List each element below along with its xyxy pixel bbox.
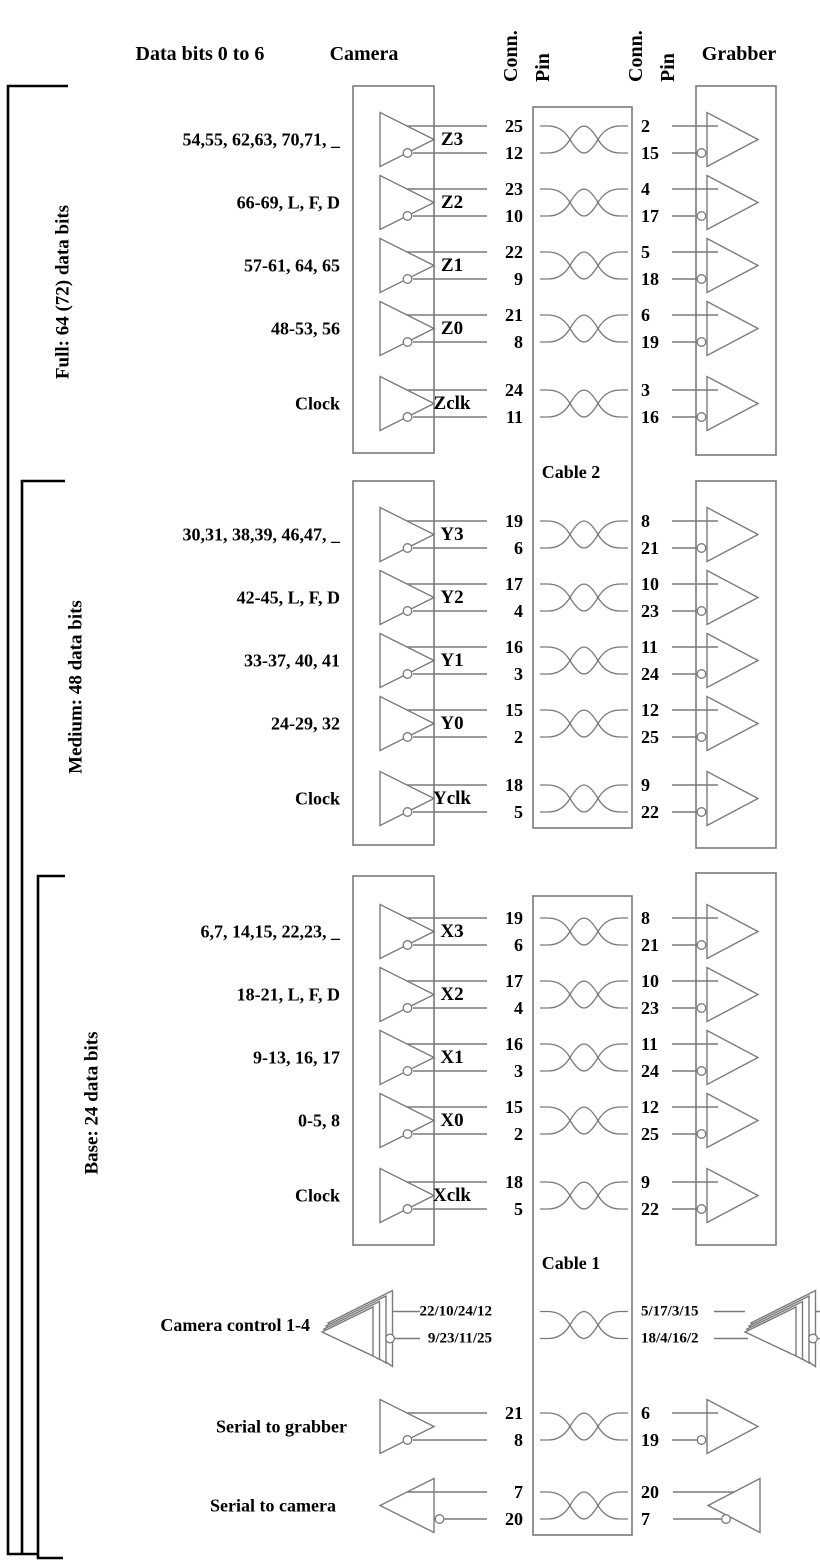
camera-pin-negative: 6 bbox=[514, 935, 523, 955]
twisted-pair-icon bbox=[540, 647, 628, 674]
column-header-conn-grabber: Conn. bbox=[625, 30, 647, 82]
signal-label: Z3 bbox=[440, 129, 464, 150]
inverter-bubble-icon bbox=[403, 1436, 412, 1445]
twisted-pair-icon bbox=[540, 1312, 628, 1339]
grabber-pin-negative: 19 bbox=[641, 332, 659, 352]
row-label: 6,7, 14,15, 22,23, _ bbox=[200, 921, 340, 942]
driver-triangle-icon bbox=[380, 772, 434, 826]
grabber-pin-negative: 16 bbox=[641, 407, 659, 427]
camera-pin-negative: 8 bbox=[514, 332, 523, 352]
inverter-bubble-icon bbox=[403, 1205, 412, 1214]
receiver-triangle-icon bbox=[707, 239, 758, 293]
twisted-pair-icon bbox=[540, 584, 628, 611]
row-label-camera-control: Camera control 1-4 bbox=[160, 1315, 310, 1335]
grabber-pin-positive: 5 bbox=[641, 242, 650, 262]
twisted-pair-icon bbox=[540, 1044, 628, 1071]
camera-pin-positive: 16 bbox=[505, 1034, 523, 1054]
inverter-bubble-icon bbox=[697, 670, 706, 679]
grabber-pin-negative: 21 bbox=[641, 935, 659, 955]
camera-pin-negative: 20 bbox=[505, 1509, 523, 1529]
inverter-bubble-icon bbox=[722, 1515, 731, 1524]
grabber-pin-positive: 10 bbox=[641, 574, 659, 594]
driver-triangle-icon bbox=[380, 239, 434, 293]
signal-label: Z2 bbox=[440, 192, 464, 213]
twisted-pair-icon bbox=[540, 1107, 628, 1134]
receiver-triangle-icon bbox=[707, 571, 758, 625]
inverter-bubble-icon bbox=[697, 607, 706, 616]
grabber-pin-positive: 12 bbox=[641, 700, 659, 720]
grabber-pin-negative: 17 bbox=[641, 206, 659, 226]
row-label: 42-45, L, F, D bbox=[236, 587, 340, 608]
grabber-pin-positive: 10 bbox=[641, 971, 659, 991]
camera-pin-negative: 2 bbox=[514, 1124, 523, 1144]
driver-triangle-icon bbox=[380, 1400, 434, 1454]
inverter-bubble-icon bbox=[403, 670, 412, 679]
twisted-pair-icon bbox=[540, 126, 628, 153]
twisted-pair-icon bbox=[540, 1107, 628, 1134]
twisted-pair-icon bbox=[540, 252, 628, 279]
receiver-triangle-icon bbox=[707, 377, 758, 431]
receiver-triangle-icon bbox=[707, 968, 758, 1022]
twisted-pair-icon bbox=[540, 390, 628, 417]
signal-label: Yclk bbox=[433, 788, 471, 809]
receiver-triangle-icon bbox=[707, 508, 758, 562]
signal-label: Y1 bbox=[440, 650, 464, 671]
grabber-pin-positive: 6 bbox=[641, 1403, 650, 1423]
grabber-box-base bbox=[696, 873, 776, 1245]
grabber-pin-positive: 4 bbox=[641, 179, 650, 199]
camera-pin-positive: 18 bbox=[505, 1172, 523, 1192]
inverter-bubble-icon bbox=[697, 1436, 706, 1445]
inverter-bubble-icon bbox=[697, 1067, 706, 1076]
inverter-bubble-icon bbox=[403, 808, 412, 817]
camera-pin-negative: 12 bbox=[505, 143, 523, 163]
grabber-pin-negative: 22 bbox=[641, 802, 659, 822]
inverter-bubble-icon bbox=[403, 607, 412, 616]
driver-triangle-icon bbox=[380, 571, 434, 625]
bracket-label-medium: Medium: 48 data bits bbox=[65, 600, 87, 774]
grabber-pin-negative: 18/4/16/2 bbox=[641, 1330, 699, 1347]
driver-triangle-icon bbox=[380, 176, 434, 230]
row-label: 54,55, 62,63, 70,71, _ bbox=[182, 129, 340, 150]
twisted-pair-icon bbox=[540, 315, 628, 342]
column-header-pin-grabber: Pin bbox=[657, 53, 679, 82]
camera-box-medium bbox=[353, 481, 434, 845]
inverter-bubble-icon bbox=[435, 1515, 444, 1524]
camera-pin-negative: 2 bbox=[514, 727, 523, 747]
camera-pin-negative: 5 bbox=[514, 1199, 523, 1219]
twisted-pair-icon bbox=[540, 521, 628, 548]
camera-pin-positive: 21 bbox=[505, 1403, 523, 1423]
grabber-pin-negative: 7 bbox=[641, 1509, 650, 1529]
grabber-pin-positive: 6 bbox=[641, 305, 650, 325]
twisted-pair-icon bbox=[540, 1312, 628, 1339]
twisted-pair-icon bbox=[540, 521, 628, 548]
inverter-bubble-icon bbox=[403, 413, 412, 422]
driver-triangle-icon bbox=[380, 634, 434, 688]
grabber-pin-positive: 11 bbox=[641, 1034, 659, 1054]
row-label: 48-53, 56 bbox=[271, 318, 340, 339]
receiver-triangle-icon bbox=[707, 1031, 758, 1085]
twisted-pair-icon bbox=[540, 1492, 628, 1519]
grabber-pin-negative: 23 bbox=[641, 601, 659, 621]
driver-triangle-icon bbox=[380, 1031, 434, 1085]
receiver-triangle-icon bbox=[707, 302, 758, 356]
camera-pin-positive: 25 bbox=[505, 116, 523, 136]
twisted-pair-icon bbox=[540, 126, 628, 153]
row-label-serial-to-camera: Serial to camera bbox=[210, 1495, 336, 1516]
camera-pin-positive: 18 bbox=[505, 775, 523, 795]
grabber-pin-positive: 8 bbox=[641, 511, 650, 531]
column-header-data-bits: Data bits 0 to 6 bbox=[135, 43, 265, 65]
camera-pin-positive: 19 bbox=[505, 908, 523, 928]
signal-label: Z1 bbox=[440, 255, 464, 276]
receiver-triangle-icon bbox=[707, 634, 758, 688]
twisted-pair-icon bbox=[540, 1182, 628, 1209]
grabber-pin-positive: 11 bbox=[641, 637, 659, 657]
receiver-triangle-icon bbox=[707, 1400, 758, 1454]
camera-pin-negative: 4 bbox=[514, 998, 523, 1018]
inverter-bubble-icon bbox=[403, 212, 412, 221]
inverter-bubble-icon bbox=[403, 149, 412, 158]
camera-pin-negative: 10 bbox=[505, 206, 523, 226]
twisted-pair-icon bbox=[540, 981, 628, 1008]
grabber-pin-positive: 9 bbox=[641, 775, 650, 795]
twisted-pair-icon bbox=[540, 189, 628, 216]
grabber-pin-positive: 20 bbox=[641, 1482, 659, 1502]
camera-pin-negative: 3 bbox=[514, 664, 523, 684]
receiver-triangle-icon bbox=[380, 1479, 434, 1533]
camera-pin-negative: 3 bbox=[514, 1061, 523, 1081]
twisted-pair-icon bbox=[540, 189, 628, 216]
row-label: Clock bbox=[295, 1185, 340, 1206]
column-header-camera: Camera bbox=[329, 43, 399, 65]
driver-triangle-icon bbox=[380, 1169, 434, 1223]
inverter-bubble-icon bbox=[697, 544, 706, 553]
grabber-pin-negative: 24 bbox=[641, 1061, 659, 1081]
receiver-triangle-icon bbox=[707, 905, 758, 959]
row-label: 9-13, 16, 17 bbox=[253, 1047, 340, 1068]
camera-pin-negative: 5 bbox=[514, 802, 523, 822]
column-header-grabber: Grabber bbox=[701, 43, 777, 65]
camera-pin-positive: 22/10/24/12 bbox=[419, 1303, 492, 1320]
inverter-bubble-icon bbox=[697, 1205, 706, 1214]
signal-label: Zclk bbox=[433, 393, 471, 414]
twisted-pair-icon bbox=[540, 710, 628, 737]
inverter-bubble-icon bbox=[697, 1004, 706, 1013]
grabber-pin-negative: 18 bbox=[641, 269, 659, 289]
twisted-pair-icon bbox=[540, 1492, 628, 1519]
twisted-pair-icon bbox=[540, 1413, 628, 1440]
row-label: 24-29, 32 bbox=[271, 713, 340, 734]
camera-pin-positive: 17 bbox=[505, 574, 523, 594]
signal-label: X3 bbox=[440, 921, 464, 942]
row-label: 30,31, 38,39, 46,47, _ bbox=[182, 524, 340, 545]
signal-label: Y2 bbox=[440, 587, 464, 608]
grabber-pin-positive: 8 bbox=[641, 908, 650, 928]
bracket-base bbox=[38, 876, 65, 1558]
inverter-bubble-icon bbox=[697, 413, 706, 422]
receiver-triangle-icon bbox=[707, 113, 758, 167]
camera-pin-positive: 23 bbox=[505, 179, 523, 199]
twisted-pair-icon bbox=[540, 918, 628, 945]
row-label-serial-to-grabber: Serial to grabber bbox=[216, 1416, 347, 1437]
row-label: 0-5, 8 bbox=[298, 1110, 340, 1131]
camera-pin-positive: 24 bbox=[505, 380, 523, 400]
inverter-bubble-icon bbox=[403, 544, 412, 553]
driver-triangle-icon bbox=[380, 302, 434, 356]
twisted-pair-icon bbox=[540, 584, 628, 611]
grabber-pin-positive: 12 bbox=[641, 1097, 659, 1117]
grabber-pin-negative: 15 bbox=[641, 143, 659, 163]
signal-label: Y3 bbox=[440, 524, 464, 545]
twisted-pair-icon bbox=[540, 1413, 628, 1440]
camera-pin-negative: 4 bbox=[514, 601, 523, 621]
bracket-medium bbox=[22, 481, 65, 1554]
twisted-pair-icon bbox=[540, 1044, 628, 1071]
inverter-bubble-icon bbox=[386, 1334, 395, 1343]
driver-triangle-icon bbox=[380, 697, 434, 751]
inverter-bubble-icon bbox=[403, 1067, 412, 1076]
driver-triangle-icon bbox=[380, 113, 434, 167]
row-label: Clock bbox=[295, 393, 340, 414]
grabber-pin-negative: 24 bbox=[641, 664, 659, 684]
camera-pin-negative: 8 bbox=[514, 1430, 523, 1450]
column-header-conn-camera: Conn. bbox=[500, 30, 522, 82]
camera-pin-positive: 17 bbox=[505, 971, 523, 991]
inverter-bubble-icon bbox=[809, 1334, 818, 1343]
camera-pin-positive: 22 bbox=[505, 242, 523, 262]
column-header-pin-camera: Pin bbox=[532, 53, 554, 82]
grabber-box-full bbox=[696, 86, 776, 455]
twisted-pair-icon bbox=[540, 647, 628, 674]
camera-pin-positive: 21 bbox=[505, 305, 523, 325]
row-label: 18-21, L, F, D bbox=[236, 984, 340, 1005]
row-label: Clock bbox=[295, 788, 340, 809]
twisted-pair-icon bbox=[540, 785, 628, 812]
inverter-bubble-icon bbox=[697, 941, 706, 950]
cable-1-label: Cable 1 bbox=[541, 1253, 601, 1273]
driver-triangle-icon bbox=[380, 377, 434, 431]
driver-triangle-icon bbox=[380, 508, 434, 562]
inverter-bubble-icon bbox=[697, 149, 706, 158]
camera-pin-negative: 9 bbox=[514, 269, 523, 289]
grabber-pin-negative: 25 bbox=[641, 1124, 659, 1144]
inverter-bubble-icon bbox=[403, 1130, 412, 1139]
camera-pin-positive: 15 bbox=[505, 1097, 523, 1117]
camera-pin-negative: 11 bbox=[505, 407, 523, 427]
inverter-bubble-icon bbox=[697, 733, 706, 742]
grabber-pin-negative: 19 bbox=[641, 1430, 659, 1450]
camera-pin-negative: 9/23/11/25 bbox=[427, 1330, 492, 1347]
twisted-pair-icon bbox=[540, 315, 628, 342]
camera-pin-negative: 6 bbox=[514, 538, 523, 558]
signal-label: X1 bbox=[440, 1047, 464, 1068]
inverter-bubble-icon bbox=[403, 941, 412, 950]
signal-label: Y0 bbox=[440, 713, 464, 734]
driver-triangle-icon bbox=[380, 1094, 434, 1148]
twisted-pair-icon bbox=[540, 981, 628, 1008]
twisted-pair-icon bbox=[540, 252, 628, 279]
inverter-bubble-icon bbox=[403, 733, 412, 742]
inverter-bubble-icon bbox=[403, 338, 412, 347]
signal-label: Xclk bbox=[433, 1185, 471, 1206]
inverter-bubble-icon bbox=[697, 212, 706, 221]
camera-pin-positive: 15 bbox=[505, 700, 523, 720]
receiver-triangle-icon bbox=[707, 772, 758, 826]
grabber-pin-negative: 22 bbox=[641, 1199, 659, 1219]
twisted-pair-icon bbox=[540, 918, 628, 945]
inverter-bubble-icon bbox=[697, 275, 706, 284]
driver-triangle-icon bbox=[380, 905, 434, 959]
camera-pin-positive: 7 bbox=[514, 1482, 523, 1502]
twisted-pair-icon bbox=[540, 785, 628, 812]
grabber-pin-positive: 3 bbox=[641, 380, 650, 400]
receiver-triangle-icon bbox=[707, 176, 758, 230]
inverter-bubble-icon bbox=[697, 1130, 706, 1139]
driver-triangle-icon bbox=[708, 1479, 760, 1533]
grabber-pin-positive: 2 bbox=[641, 116, 650, 136]
grabber-box-medium bbox=[696, 481, 776, 848]
twisted-pair-icon bbox=[540, 710, 628, 737]
inverter-bubble-icon bbox=[403, 1004, 412, 1013]
receiver-triangle-icon bbox=[707, 1169, 758, 1223]
receiver-triangle-icon bbox=[707, 697, 758, 751]
row-label: 57-61, 64, 65 bbox=[244, 255, 340, 276]
signal-label: X0 bbox=[440, 1110, 464, 1131]
camera-pin-positive: 19 bbox=[505, 511, 523, 531]
row-label: 33-37, 40, 41 bbox=[244, 650, 340, 671]
row-label: 66-69, L, F, D bbox=[236, 192, 340, 213]
signal-label: X2 bbox=[440, 984, 464, 1005]
inverter-bubble-icon bbox=[697, 338, 706, 347]
twisted-pair-icon bbox=[540, 1182, 628, 1209]
grabber-pin-negative: 21 bbox=[641, 538, 659, 558]
bracket-label-full: Full: 64 (72) data bits bbox=[52, 204, 74, 380]
camera-pin-positive: 16 bbox=[505, 637, 523, 657]
grabber-pin-negative: 25 bbox=[641, 727, 659, 747]
receiver-triangle-icon bbox=[707, 1094, 758, 1148]
twisted-pair-icon bbox=[540, 390, 628, 417]
grabber-pin-positive: 5/17/3/15 bbox=[641, 1303, 699, 1320]
inverter-bubble-icon bbox=[403, 275, 412, 284]
grabber-pin-negative: 23 bbox=[641, 998, 659, 1018]
signal-label: Z0 bbox=[440, 318, 464, 339]
grabber-pin-positive: 9 bbox=[641, 1172, 650, 1192]
bracket-label-base: Base: 24 data bits bbox=[81, 1031, 103, 1175]
inverter-bubble-icon bbox=[697, 808, 706, 817]
driver-triangle-icon bbox=[380, 968, 434, 1022]
cable-2-label: Cable 2 bbox=[541, 462, 601, 482]
